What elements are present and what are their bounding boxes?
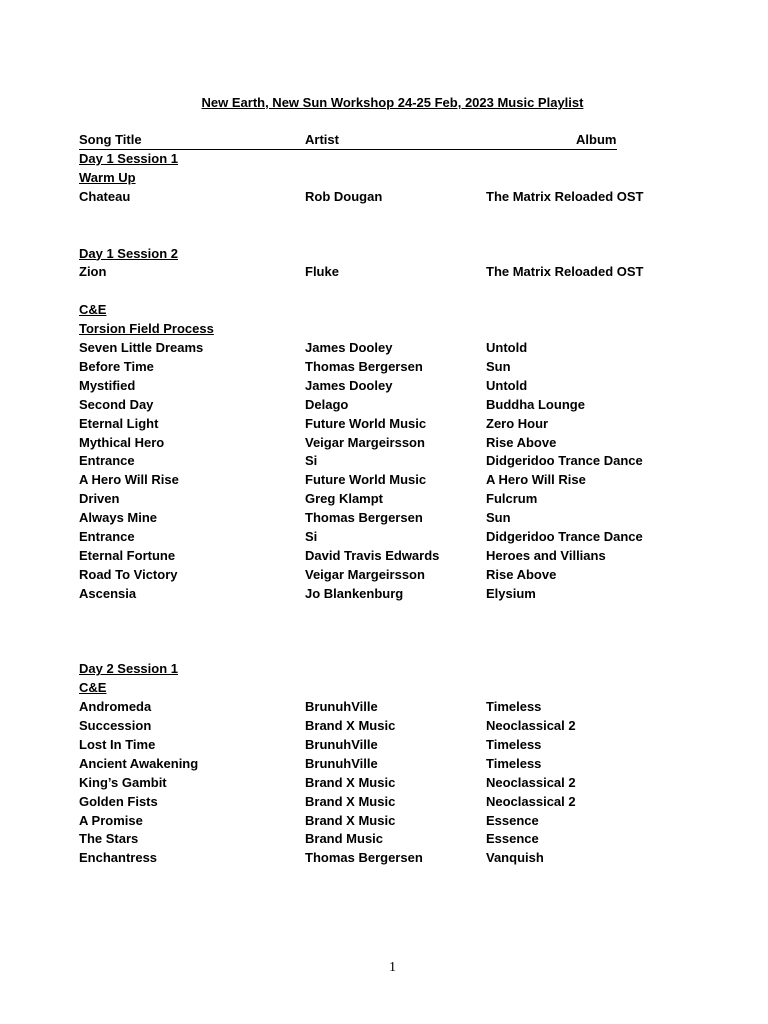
playlist-row — [79, 793, 679, 811]
artist-cell: James Dooley — [305, 377, 393, 393]
playlist-row — [79, 774, 679, 792]
artist-cell: Si — [305, 529, 318, 544]
song-title-cell: Eternal Light — [79, 415, 159, 431]
artist-cell: Veigar Margeirsson — [305, 566, 425, 582]
artist-cell: David Travis Edwards — [305, 547, 440, 563]
song-title-cell: A Hero Will Rise — [79, 472, 179, 488]
song-title-cell: Second Day — [79, 396, 154, 412]
album-cell: Neoclassical 2 — [486, 774, 576, 790]
section-heading-label: C&E — [79, 302, 107, 318]
artist-cell: Jo Blankenburg — [305, 585, 404, 601]
section-heading — [79, 660, 679, 678]
artist-cell: Future World Music — [305, 472, 427, 488]
artist-cell: BrunuhVille — [305, 699, 378, 715]
playlist-row — [79, 339, 679, 357]
section-heading — [79, 301, 679, 319]
playlist-row — [79, 396, 679, 414]
album-cell: Timeless — [486, 755, 542, 771]
album-cell: Elysium — [486, 585, 536, 601]
album-cell: A Hero Will Rise — [486, 472, 586, 488]
album-cell: Untold — [486, 340, 528, 355]
album-cell: Timeless — [486, 736, 542, 752]
song-title-cell: A Promise — [79, 812, 143, 828]
section-heading-label: Day 1 Session 2 — [79, 245, 178, 261]
column-header-album: Album — [576, 132, 617, 147]
playlist-row — [79, 528, 679, 546]
song-title-cell: Mystified — [79, 377, 136, 393]
artist-cell: Rob Dougan — [305, 188, 383, 204]
song-title-cell: Golden Fists — [79, 793, 158, 809]
album-cell: Neoclassical 2 — [486, 718, 576, 733]
document-title: New Earth, New Sun Workshop 24-25 Feb, 2023 Music Playlist — [201, 95, 584, 110]
playlist-row — [79, 812, 679, 830]
song-title-cell: Always Mine — [79, 510, 158, 526]
artist-cell: Brand Music — [305, 831, 384, 847]
album-cell: Sun — [486, 358, 511, 374]
playlist-row — [79, 358, 679, 376]
column-header-artist: Artist — [305, 132, 339, 147]
song-title-cell: Succession — [79, 718, 152, 733]
playlist-row — [79, 830, 679, 848]
artist-cell: BrunuhVille — [305, 736, 378, 752]
album-cell: Buddha Lounge — [486, 396, 585, 412]
column-header-song-title: Song Title — [79, 132, 142, 147]
song-title-cell: Lost In Time — [79, 736, 156, 752]
playlist-row — [79, 434, 679, 452]
album-cell: Rise Above — [486, 566, 557, 582]
playlist-row — [79, 585, 679, 603]
artist-cell: Si — [305, 453, 318, 469]
page-number: 1 — [389, 960, 396, 975]
artist-cell: Fluke — [305, 264, 339, 280]
song-title-cell: Entrance — [79, 453, 135, 469]
section-heading-label: Warm Up — [79, 169, 136, 185]
artist-cell: Future World Music — [305, 415, 427, 431]
playlist-row — [79, 490, 679, 508]
section-heading — [79, 150, 679, 168]
album-cell: Vanquish — [486, 850, 544, 866]
song-title-cell: Driven — [79, 491, 120, 507]
section-heading — [79, 320, 679, 338]
playlist-row — [79, 698, 679, 716]
song-title-cell: Eternal Fortune — [79, 547, 176, 563]
artist-cell: BrunuhVille — [305, 755, 378, 771]
album-cell: Essence — [486, 831, 539, 847]
song-title-cell: Road To Victory — [79, 566, 178, 582]
song-title-cell: Andromeda — [79, 699, 152, 715]
artist-cell: James Dooley — [305, 340, 393, 355]
album-cell: Timeless — [486, 699, 542, 715]
playlist-row — [79, 452, 679, 470]
playlist-row — [79, 717, 679, 735]
section-heading — [79, 245, 679, 263]
song-title-cell: Mythical Hero — [79, 434, 165, 450]
section-heading — [79, 169, 679, 187]
artist-cell: Thomas Bergersen — [305, 850, 423, 866]
artist-cell: Brand X Music — [305, 718, 396, 733]
song-title-cell: Chateau — [79, 188, 131, 204]
artist-cell: Delago — [305, 396, 349, 412]
section-heading-label: Day 1 Session 1 — [79, 151, 178, 166]
album-cell: Essence — [486, 812, 539, 828]
playlist-row — [79, 566, 679, 584]
song-title-cell: Before Time — [79, 358, 154, 374]
artist-cell: Veigar Margeirsson — [305, 434, 425, 450]
playlist-row — [79, 736, 679, 754]
playlist-row — [79, 263, 679, 281]
album-cell: Sun — [486, 510, 511, 526]
playlist-row — [79, 755, 679, 773]
album-cell: Fulcrum — [486, 491, 538, 507]
song-title-cell: The Stars — [79, 831, 139, 847]
section-heading — [79, 679, 679, 697]
song-title-cell: Ascensia — [79, 585, 137, 601]
artist-cell: Brand X Music — [305, 774, 396, 790]
album-cell: The Matrix Reloaded OST — [486, 188, 644, 204]
album-cell: Rise Above — [486, 434, 557, 450]
playlist-row — [79, 471, 679, 489]
section-heading-label: Day 2 Session 1 — [79, 661, 178, 677]
section-heading-label: Torsion Field Process — [79, 321, 214, 337]
playlist-row — [79, 415, 679, 433]
song-title-cell: Seven Little Dreams — [79, 340, 204, 355]
artist-cell: Brand X Music — [305, 793, 396, 809]
album-cell: Didgeridoo Trance Dance — [486, 453, 643, 469]
playlist-row — [79, 188, 679, 206]
song-title-cell: Enchantress — [79, 850, 158, 866]
playlist-row — [79, 509, 679, 527]
artist-cell: Thomas Bergersen — [305, 358, 423, 374]
table-header — [79, 131, 617, 150]
album-cell: Heroes and Villians — [486, 547, 606, 563]
album-cell: Untold — [486, 377, 528, 393]
artist-cell: Thomas Bergersen — [305, 510, 423, 526]
album-cell: The Matrix Reloaded OST — [486, 264, 644, 280]
artist-cell: Brand X Music — [305, 812, 396, 828]
playlist-row — [79, 547, 679, 565]
album-cell: Zero Hour — [486, 415, 549, 431]
album-cell: Neoclassical 2 — [486, 793, 576, 809]
song-title-cell: Entrance — [79, 529, 135, 544]
playlist-row — [79, 849, 679, 867]
artist-cell: Greg Klampt — [305, 491, 384, 507]
section-heading-label: C&E — [79, 680, 107, 696]
album-cell: Didgeridoo Trance Dance — [486, 529, 643, 544]
song-title-cell: Zion — [79, 264, 107, 280]
song-title-cell: King’s Gambit — [79, 774, 167, 790]
song-title-cell: Ancient Awakening — [79, 755, 199, 771]
playlist-row — [79, 377, 679, 395]
